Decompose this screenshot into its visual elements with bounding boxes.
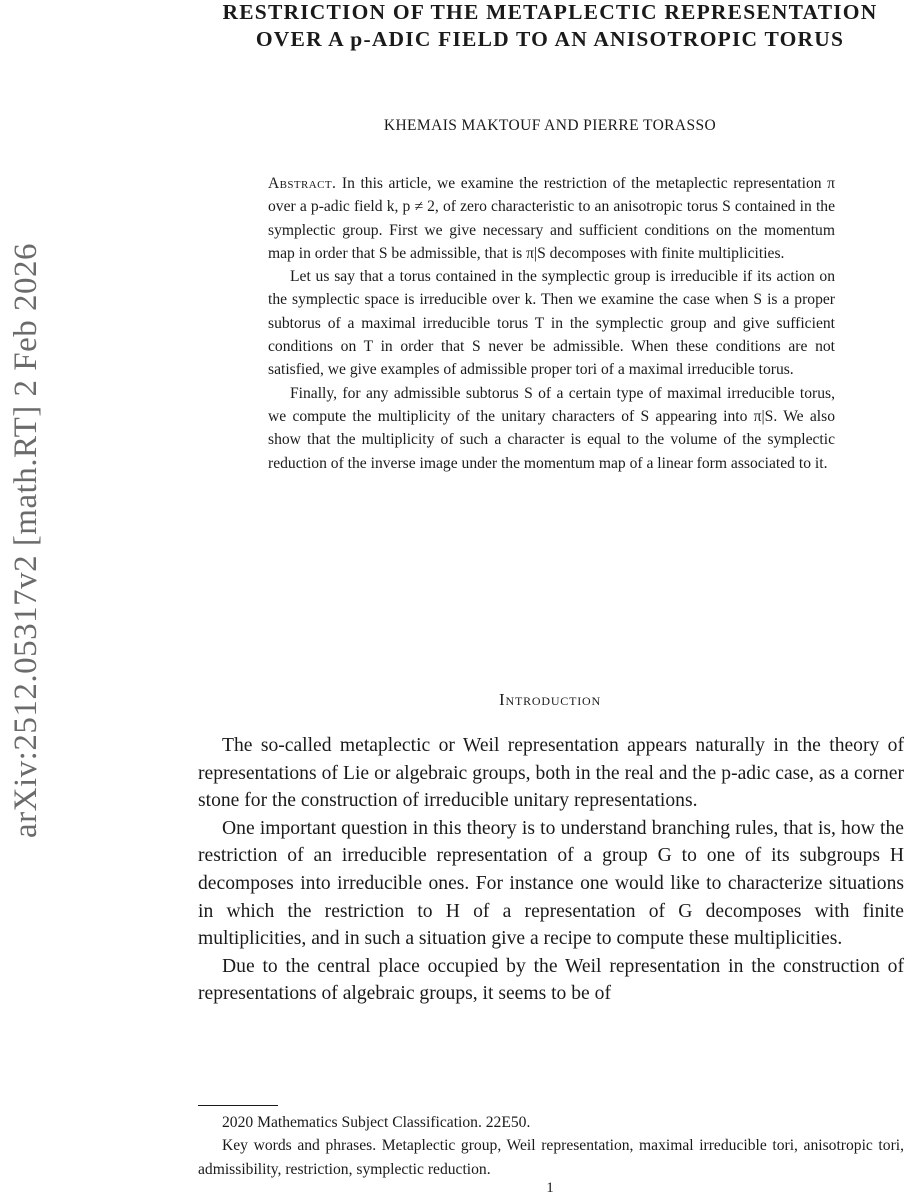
arxiv-identifier-text: arXiv:2512.05317v2 [math.RT] 2 Feb 2026	[7, 242, 44, 838]
abstract-label: Abstract.	[268, 175, 337, 192]
body-paragraph: The so-called metaplectic or Weil representation appears naturally in the theory of representations of Lie or algebraic groups, both in the real and the p-adic case, as a corner stone for the construction of irreducible unitary representations.	[198, 735, 904, 812]
paper-title: RESTRICTION OF THE METAPLECTIC REPRESENTATION OVER A p-ADIC FIELD TO AN ANISOTROPIC TORUS	[222, 0, 878, 51]
abstract-paragraph: Let us say that a torus contained in the symplectic group is irreducible if its action on the symplectic space is irreducible over k. Then we examine the case when S is a proper subtorus of a maximal irreducible torus T in the symplectic group and give sufficient conditions on T in order that S never be admissible. When these conditions are not satisfied, we give examples of admissible proper tori of a maximal irreducible torus.	[268, 268, 835, 379]
body-paragraph: Due to the central place occupied by the Weil representation in the construction of representations of algebraic groups, it seems to be of	[198, 955, 904, 1005]
abstract-paragraph	[268, 172, 835, 265]
abstract	[268, 172, 835, 475]
body-paragraph: One important question in this theory is to understand branching rules, that is, how the restriction of an irreducible representation of a group G to one of its subgroups H decomposes into irreducible ones. For instance one would like to characterize situations in which the restriction to H of a representation of G decomposes with finite multiplicities, and in such a situation give a recipe to compute these multiplicities.	[198, 817, 904, 950]
section-heading-introduction: Introduction	[499, 690, 601, 709]
arxiv-side-identifier	[6, 180, 46, 900]
page-number: 1	[546, 1180, 554, 1196]
abstract-paragraph: Finally, for any admissible subtorus S of a certain type of maximal irreducible torus, we compute the multiplicity of the unitary characters of S appearing into π|S. We also show that the multiplicity of such a character is equal to the volume of the symplectic reduction of the inverse image under the momentum map of a linear form associated to it.	[268, 384, 835, 472]
footnote-msc: 2020 Mathematics Subject Classification. 22E50.	[222, 1114, 531, 1131]
abstract-paragraph-text: In this article, we examine the restriction of the metaplectic representation π over a p-adic field k, p ≠ 2, of zero characteristic to an anisotropic torus S contained in the symplectic group. First we give necessary and sufficient conditions on the momentum map in order that S be admissible, that is π|S decomposes with finite multiplicities.	[268, 175, 835, 262]
paper-authors: KHEMAIS MAKTOUF AND PIERRE TORASSO	[383, 117, 717, 134]
footnote-keywords: Key words and phrases. Metaplectic group, Weil representation, maximal irreducible tori, anisotropic tori, admissibility, restriction, symplectic reduction.	[198, 1137, 904, 1178]
footnote-separator	[198, 1105, 278, 1106]
introduction-body	[198, 732, 904, 1008]
footnotes	[198, 1111, 904, 1181]
